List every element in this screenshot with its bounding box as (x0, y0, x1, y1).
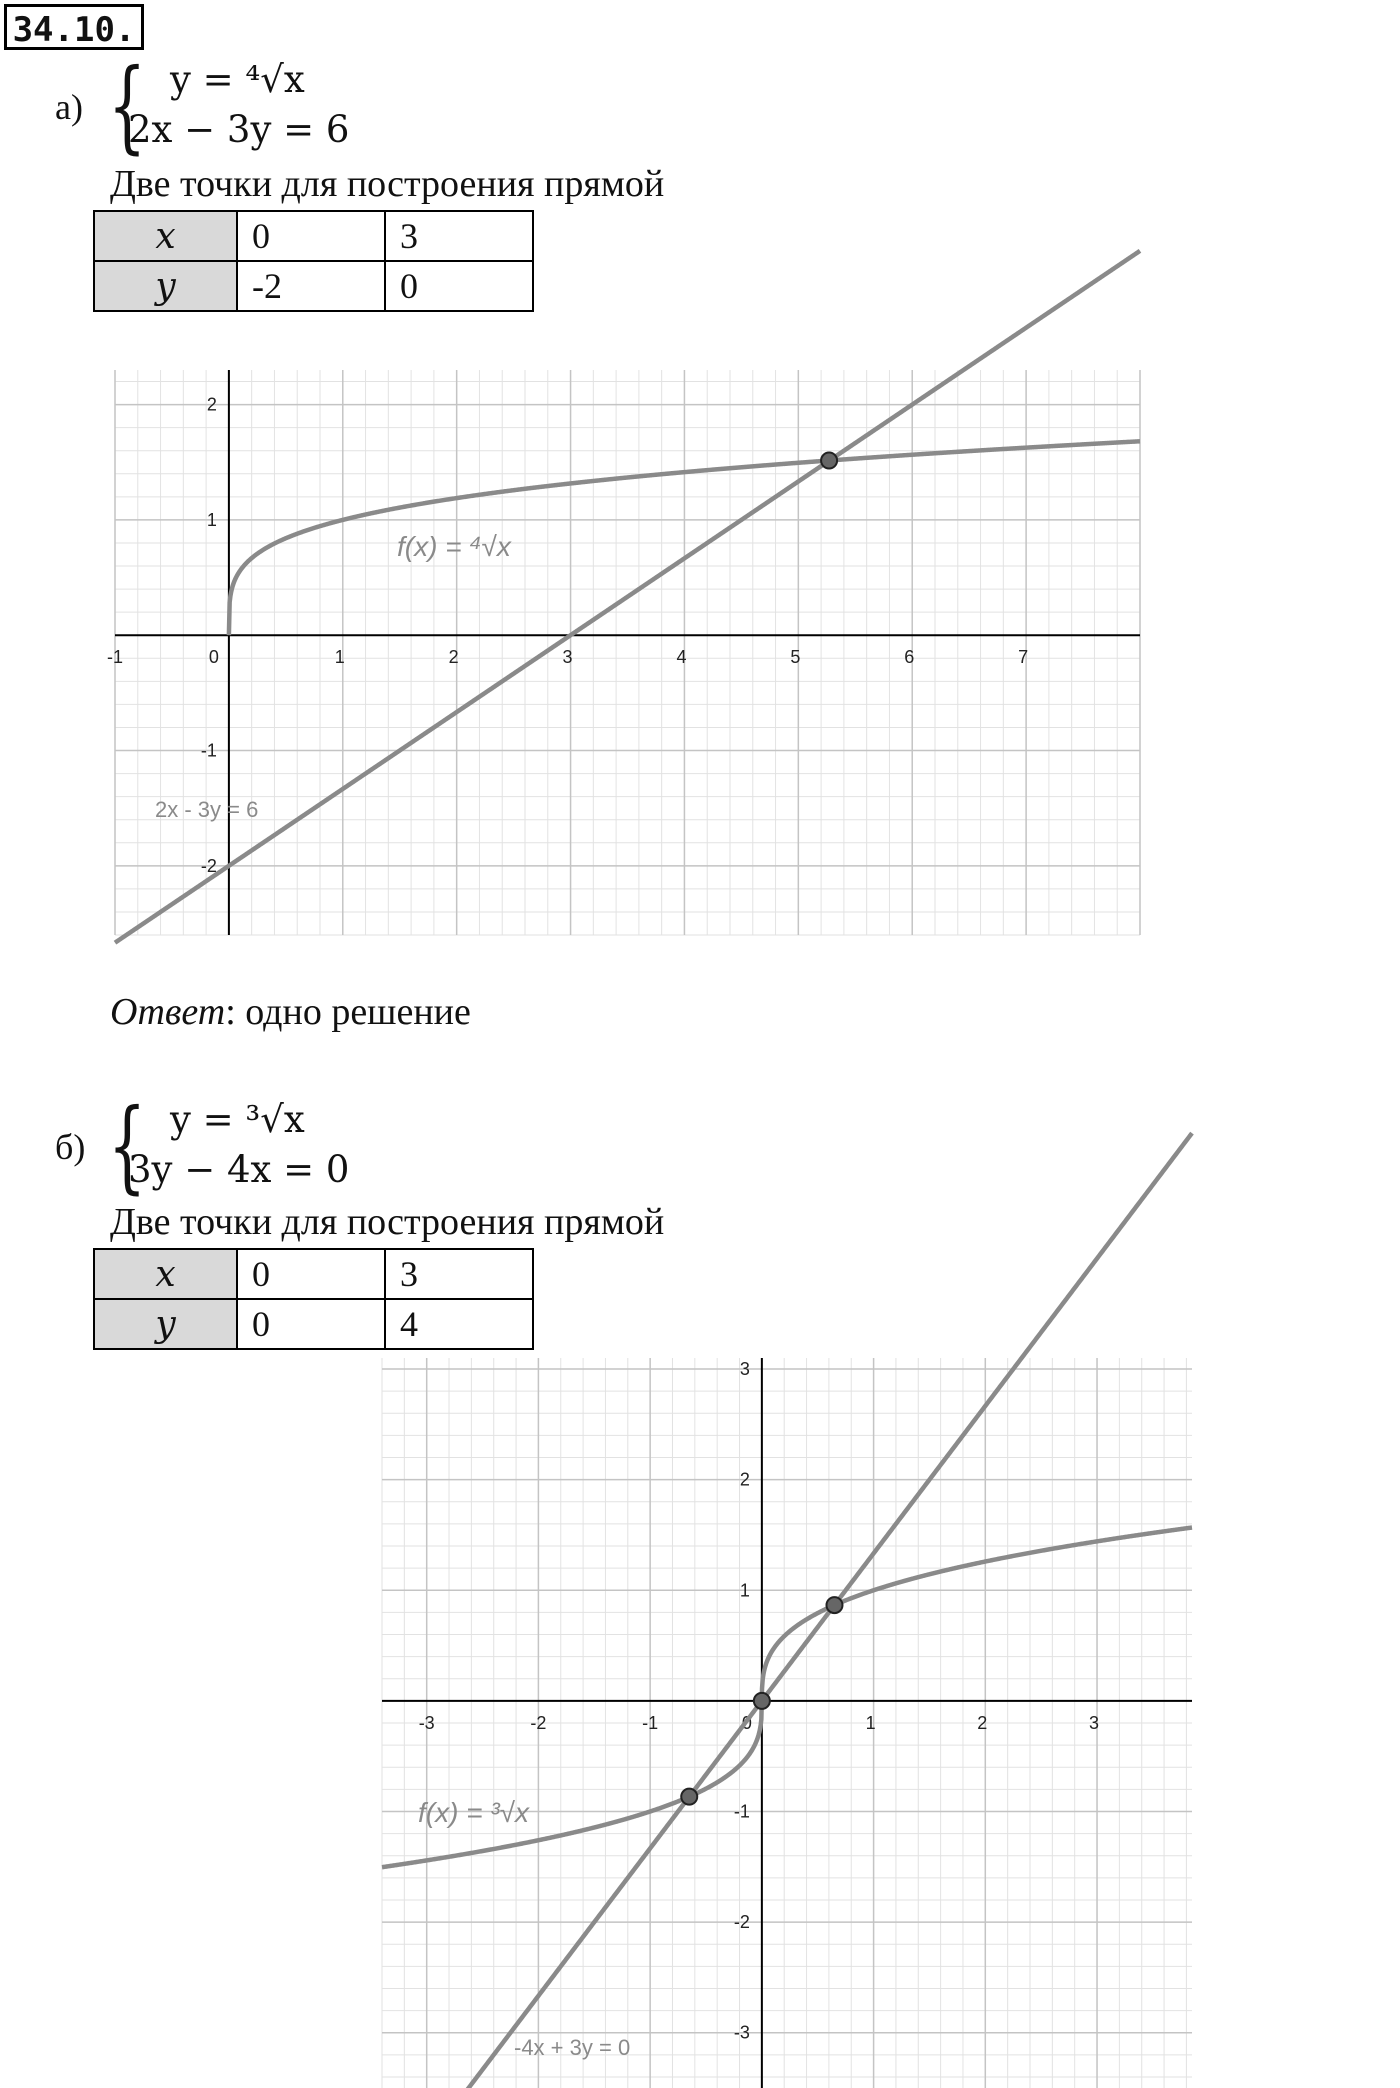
x-tick-label: 1 (334, 647, 345, 668)
part-a-table-caption: Две точки для построения прямой (110, 163, 665, 205)
part-a-eq1: y = ⁴√x (170, 58, 305, 101)
y-tick-label: 1 (206, 509, 217, 530)
y-tick-label: -2 (733, 1912, 750, 1933)
graph-annotation: 2x - 3y = 6 (155, 797, 259, 822)
y-tick-label: -2 (200, 855, 217, 876)
y-tick-label: -1 (733, 1801, 750, 1822)
x-tick-label: 2 (977, 1712, 988, 1733)
answer-text: : одно решение (225, 991, 471, 1033)
table-cell: 0 (237, 211, 385, 261)
table-cell: 4 (385, 1299, 533, 1349)
x-tick-label: -2 (530, 1712, 547, 1733)
y-tick-label: 3 (739, 1359, 750, 1380)
intersection-point (821, 453, 837, 469)
table-cell: 0 (385, 261, 533, 311)
x-tick-label: 5 (790, 647, 801, 668)
part-a-brace: { (108, 47, 147, 164)
table-row (94, 211, 533, 261)
x-tick-label: 4 (676, 647, 687, 668)
chart-a (107, 370, 1140, 935)
y-tick-label: -1 (200, 740, 217, 761)
part-b-eq1: y = ³√x (170, 1098, 305, 1141)
answer-label: Ответ (110, 991, 226, 1033)
y-header: y (94, 1299, 237, 1349)
y-tick-label: -3 (733, 2022, 750, 2043)
x-tick-label: 0 (208, 647, 219, 668)
part-a-points-table (93, 210, 534, 312)
x-tick-label: 0 (741, 1712, 752, 1733)
intersection-point (826, 1597, 842, 1613)
graph-annotation: f(x) = ⁴√x (397, 531, 511, 562)
x-tick-label: 3 (562, 647, 573, 668)
x-tick-label: -3 (418, 1712, 435, 1733)
x-tick-label: 6 (904, 647, 915, 668)
x-tick-label: 1 (865, 1712, 876, 1733)
line-graph (115, 251, 1140, 943)
table-row (94, 261, 533, 311)
x-header: x (94, 1249, 237, 1299)
part-a-eq2: 2x − 3y = 6 (128, 108, 350, 151)
x-tick-label: 7 (1018, 647, 1029, 668)
table-cell: -2 (237, 261, 385, 311)
y-tick-label: 2 (206, 394, 217, 415)
part-b-eq2: 3y − 4x = 0 (128, 1148, 350, 1191)
table-row (94, 1249, 533, 1299)
graph-annotation: -4x + 3y = 0 (514, 2035, 631, 2060)
y-tick-label: 1 (739, 1580, 750, 1601)
x-tick-label: -1 (642, 1712, 659, 1733)
part-b-label: б) (55, 1127, 86, 1167)
x-tick-label: 3 (1089, 1712, 1100, 1733)
x-header: x (94, 211, 237, 261)
table-cell: 0 (237, 1249, 385, 1299)
x-tick-label: 2 (448, 647, 459, 668)
x-tick-label: -1 (107, 647, 124, 668)
part-b-brace: { (108, 1087, 147, 1204)
chart-b (382, 1358, 1192, 2088)
table-row (94, 1299, 533, 1349)
part-a-label: а) (55, 87, 83, 127)
intersection-point (754, 1693, 770, 1709)
part-b-table-caption: Две точки для построения прямой (110, 1201, 665, 1243)
intersection-point (681, 1789, 697, 1805)
graph-annotation: f(x) = ³√x (418, 1797, 530, 1828)
table-cell: 3 (385, 211, 533, 261)
table-cell: 0 (237, 1299, 385, 1349)
y-header: y (94, 261, 237, 311)
table-cell: 3 (385, 1249, 533, 1299)
part-b-points-table (93, 1248, 534, 1350)
y-tick-label: 2 (739, 1469, 750, 1490)
part-a-answer (110, 990, 471, 1034)
problem-number: 34.10. (4, 4, 144, 50)
